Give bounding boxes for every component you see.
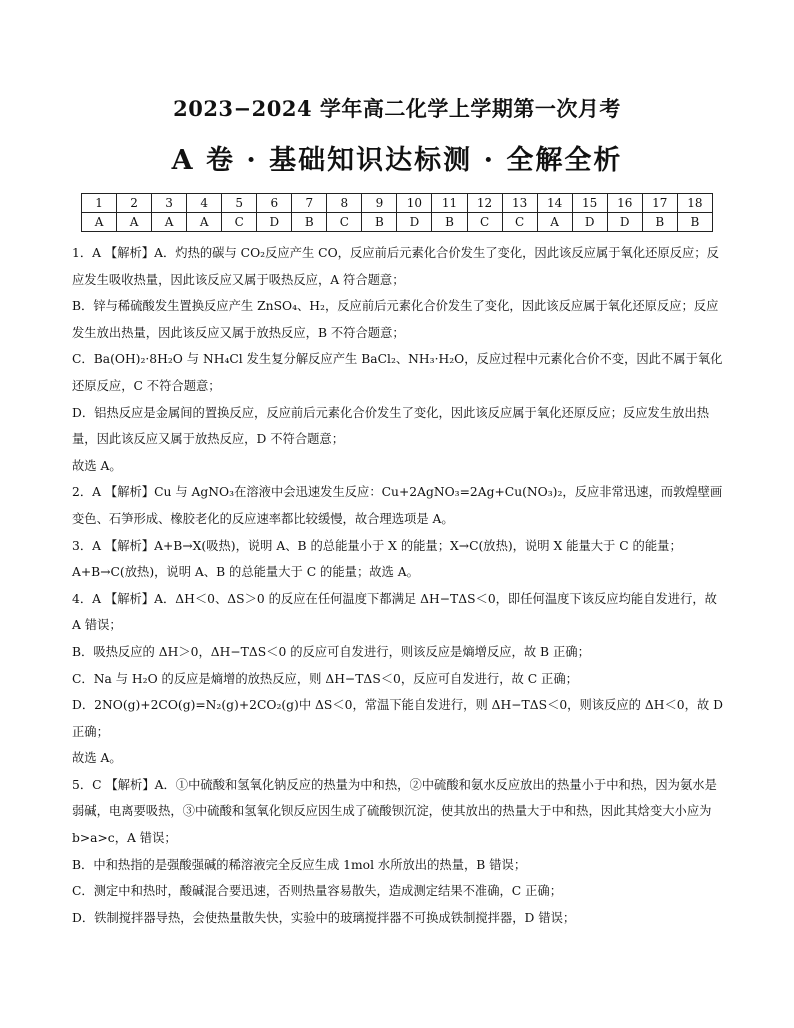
explanation-paragraph: D．2NO(g)+2CO(g)=N₂(g)+2CO₂(g)中 ΔS＜0，常温下能自发进行，则 ΔH−TΔS＜0，则该反应的 ΔH＜0，故 D 正确； xyxy=(72,698,723,739)
answer-cell: B xyxy=(432,213,467,232)
explanation-paragraph: B．中和热指的是强酸强碱的稀溶液完全反应生成 1mol 水所放出的热量，B 错误； xyxy=(72,857,527,872)
answer-table xyxy=(81,193,713,232)
explanation-paragraph: 故选 A。 xyxy=(72,751,122,766)
explanation-paragraph: C．测定中和热时，酸碱混合要迅速，否则热量容易散失，造成测定结果不准确，C 正确； xyxy=(72,884,563,899)
answer-table-answers-row xyxy=(82,213,713,232)
answer-cell: A xyxy=(537,213,572,232)
question-number: 6 xyxy=(257,194,292,213)
answer-table-numbers-row xyxy=(82,194,713,213)
answer-cell: B xyxy=(677,213,712,232)
explanation-paragraph: D．铁制搅拌器导热，会使热量散失快，实验中的玻璃搅拌器不可换成铁制搅拌器，D 错误； xyxy=(72,910,576,925)
exam-subtitle: A 卷 · 基础知识达标测 · 全解全析 xyxy=(171,145,623,176)
explanation-paragraph: C．Na 与 H₂O 的反应是熵增的放热反应，则 ΔH−TΔS＜0，反应可自发进行，故 C 正确； xyxy=(72,671,578,686)
explanations xyxy=(72,240,724,931)
question-number: 12 xyxy=(467,194,502,213)
answer-cell: A xyxy=(117,213,152,232)
explanation-paragraph: 故选 A。 xyxy=(72,458,122,473)
exam-title: 2023−2024 学年高二化学上学期第一次月考 xyxy=(173,96,621,121)
question-number: 4 xyxy=(187,194,222,213)
answer-cell: B xyxy=(292,213,327,232)
question-number: 3 xyxy=(152,194,187,213)
explanation-paragraph: 5．C 【解析】A．①中硫酸和氢氧化钠反应的热量为中和热，②中硫酸和氨水反应放出的热量小于中和热，因为氨水是弱碱，电离要吸热，③中硫酸和氢氧化钡反应因生成了硫酸钡沉淀，使其放出的热量大于中和热，因此其焓变大小应为 b>a>c，A 错误； xyxy=(72,777,717,846)
answer-cell: D xyxy=(397,213,432,232)
question-number: 10 xyxy=(397,194,432,213)
answer-cell: C xyxy=(502,213,537,232)
question-number: 8 xyxy=(327,194,362,213)
question-number: 9 xyxy=(362,194,397,213)
answer-cell: C xyxy=(222,213,257,232)
question-number: 13 xyxy=(502,194,537,213)
explanation-paragraph: C．Ba(OH)₂·8H₂O 与 NH₄Cl 发生复分解反应产生 BaCl₂、NH₃·H₂O，反应过程中元素化合价不变，因此不属于氧化还原反应，C 不符合题意； xyxy=(72,352,723,393)
answer-cell: C xyxy=(327,213,362,232)
question-number: 5 xyxy=(222,194,257,213)
answer-cell: A xyxy=(152,213,187,232)
explanation-paragraph: 2．A 【解析】Cu 与 AgNO₃在溶液中会迅速发生反应：Cu+2AgNO₃=2Ag+Cu(NO₃)₂，反应非常迅速，而敦煌壁画变色、石笋形成、橡胶老化的反应速率都比较缓慢，故合理选项是 A。 xyxy=(72,485,723,526)
explanation-paragraph: B．吸热反应的 ΔH＞0，ΔH−TΔS＜0 的反应可自发进行，则该反应是熵增反应，故 B 正确； xyxy=(72,644,590,659)
explanation-paragraph: 4．A 【解析】A．ΔH＜0、ΔS＞0 的反应在任何温度下都满足 ΔH−TΔS＜0，即任何温度下该反应均能自发进行，故 A 错误； xyxy=(72,591,717,633)
explanation-paragraph: D．铝热反应是金属间的置换反应，反应前后元素化合价发生了变化，因此该反应属于氧化还原反应；反应发生放出热量，因此该反应又属于放热反应，D 不符合题意； xyxy=(72,405,710,447)
answer-cell: B xyxy=(362,213,397,232)
question-number: 17 xyxy=(642,194,677,213)
explanation-paragraph: 1．A 【解析】A．灼热的碳与 CO₂反应产生 CO，反应前后元素化合价发生了变化，因此该反应属于氧化还原反应；反应发生吸收热量，因此该反应又属于吸热反应，A 符合题意； xyxy=(72,246,719,287)
answer-cell: A xyxy=(187,213,222,232)
answer-cell: D xyxy=(607,213,642,232)
question-number: 11 xyxy=(432,194,467,213)
answer-cell: B xyxy=(642,213,677,232)
question-number: 18 xyxy=(677,194,712,213)
answer-cell: C xyxy=(467,213,502,232)
answer-cell: A xyxy=(82,213,117,232)
question-number: 14 xyxy=(537,194,572,213)
question-number: 2 xyxy=(117,194,152,213)
answer-cell: D xyxy=(572,213,607,232)
question-number: 16 xyxy=(607,194,642,213)
question-number: 15 xyxy=(572,194,607,213)
answer-cell: D xyxy=(257,213,292,232)
question-number: 1 xyxy=(82,194,117,213)
explanation-paragraph: B．锌与稀硫酸发生置换反应产生 ZnSO₄、H₂，反应前后元素化合价发生了变化，因此该反应属于氧化还原反应；反应发生放出热量，因此该反应又属于放热反应，B 不符合题意； xyxy=(72,299,719,340)
question-number: 7 xyxy=(292,194,327,213)
explanation-paragraph: 3．A 【解析】A+B→X(吸热)，说明 A、B 的总能量小于 X 的能量；X→C(放热)，说明 X 能量大于 C 的能量；A+B→C(放热)，说明 A、B 的总能量大于 C 的能量；故选 A。 xyxy=(72,538,682,580)
